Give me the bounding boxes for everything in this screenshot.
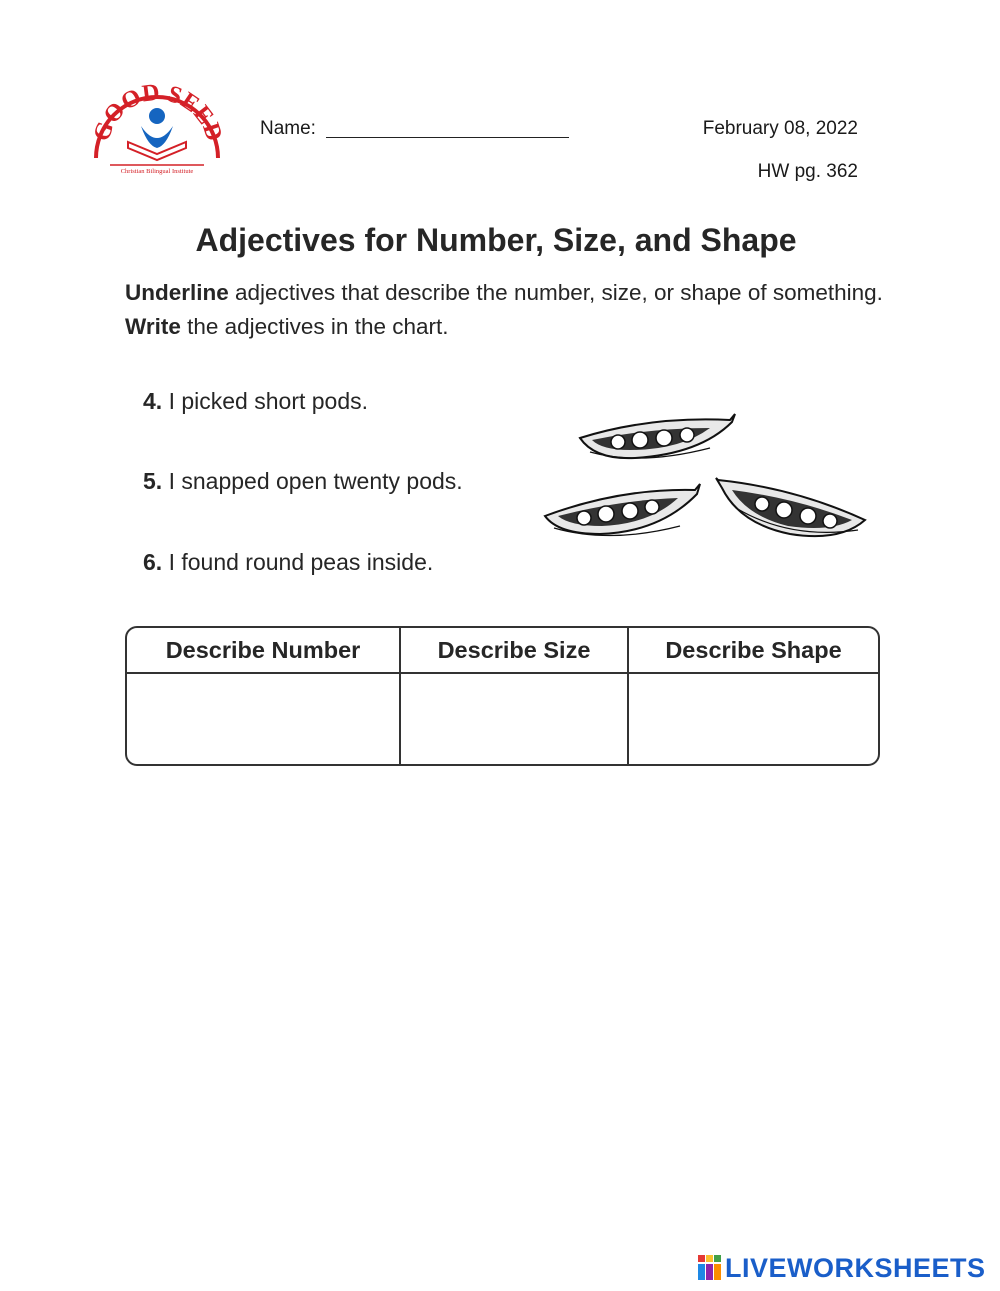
school-logo-icon (86, 72, 228, 176)
sentence-text: I snapped open twenty pods. (162, 468, 463, 494)
chart-answer-row (127, 674, 878, 766)
sentence-6 (143, 549, 433, 576)
answer-size-field[interactable] (401, 674, 629, 766)
chart-header-row (127, 628, 878, 674)
sentence-5 (143, 468, 463, 495)
sentence-text: I found round peas inside. (162, 549, 434, 575)
logo-text: GOOD SEED (88, 79, 228, 145)
sentence-number: 5. (143, 468, 163, 494)
answer-shape-field[interactable] (629, 674, 878, 766)
name-label: Name: (260, 118, 316, 139)
pea-pod-top (580, 414, 735, 458)
liveworksheets-logo-icon (698, 1255, 722, 1281)
date-text: February 08, 2022 (702, 118, 858, 139)
instruction-text-2: the adjectives in the chart. (180, 314, 449, 339)
adjectives-chart (125, 626, 880, 766)
sentence-text: I picked short pods. (162, 388, 369, 414)
worksheet-title: Adjectives for Number, Size, and Shape (195, 222, 797, 258)
chart-header-number: Describe Number (127, 628, 401, 672)
homework-page: HW pg. 362 (757, 161, 858, 182)
sentence-4 (143, 388, 368, 415)
sentence-number: 6. (143, 549, 163, 575)
instruction-text-1: adjectives that describe the number, size, or shape of something. (228, 280, 883, 305)
brand-name: LIVEWORKSHEETS (725, 1252, 986, 1283)
answer-number-field[interactable] (127, 674, 401, 766)
name-input-line[interactable] (326, 137, 569, 138)
pea-pod-left (545, 484, 700, 536)
sentence-number: 4. (143, 388, 163, 414)
chart-header-size: Describe Size (401, 628, 629, 672)
liveworksheets-brand[interactable] (698, 1254, 986, 1282)
logo-subtext: Christian Bilingual Institute (120, 168, 194, 175)
pea-pods-icon (540, 408, 872, 546)
instruction-verb-underline: Underline (125, 280, 229, 305)
chart-header-shape: Describe Shape (665, 636, 842, 663)
instruction-verb-write: Write (125, 314, 181, 339)
instructions (125, 276, 885, 344)
pea-pod-right (716, 478, 865, 536)
